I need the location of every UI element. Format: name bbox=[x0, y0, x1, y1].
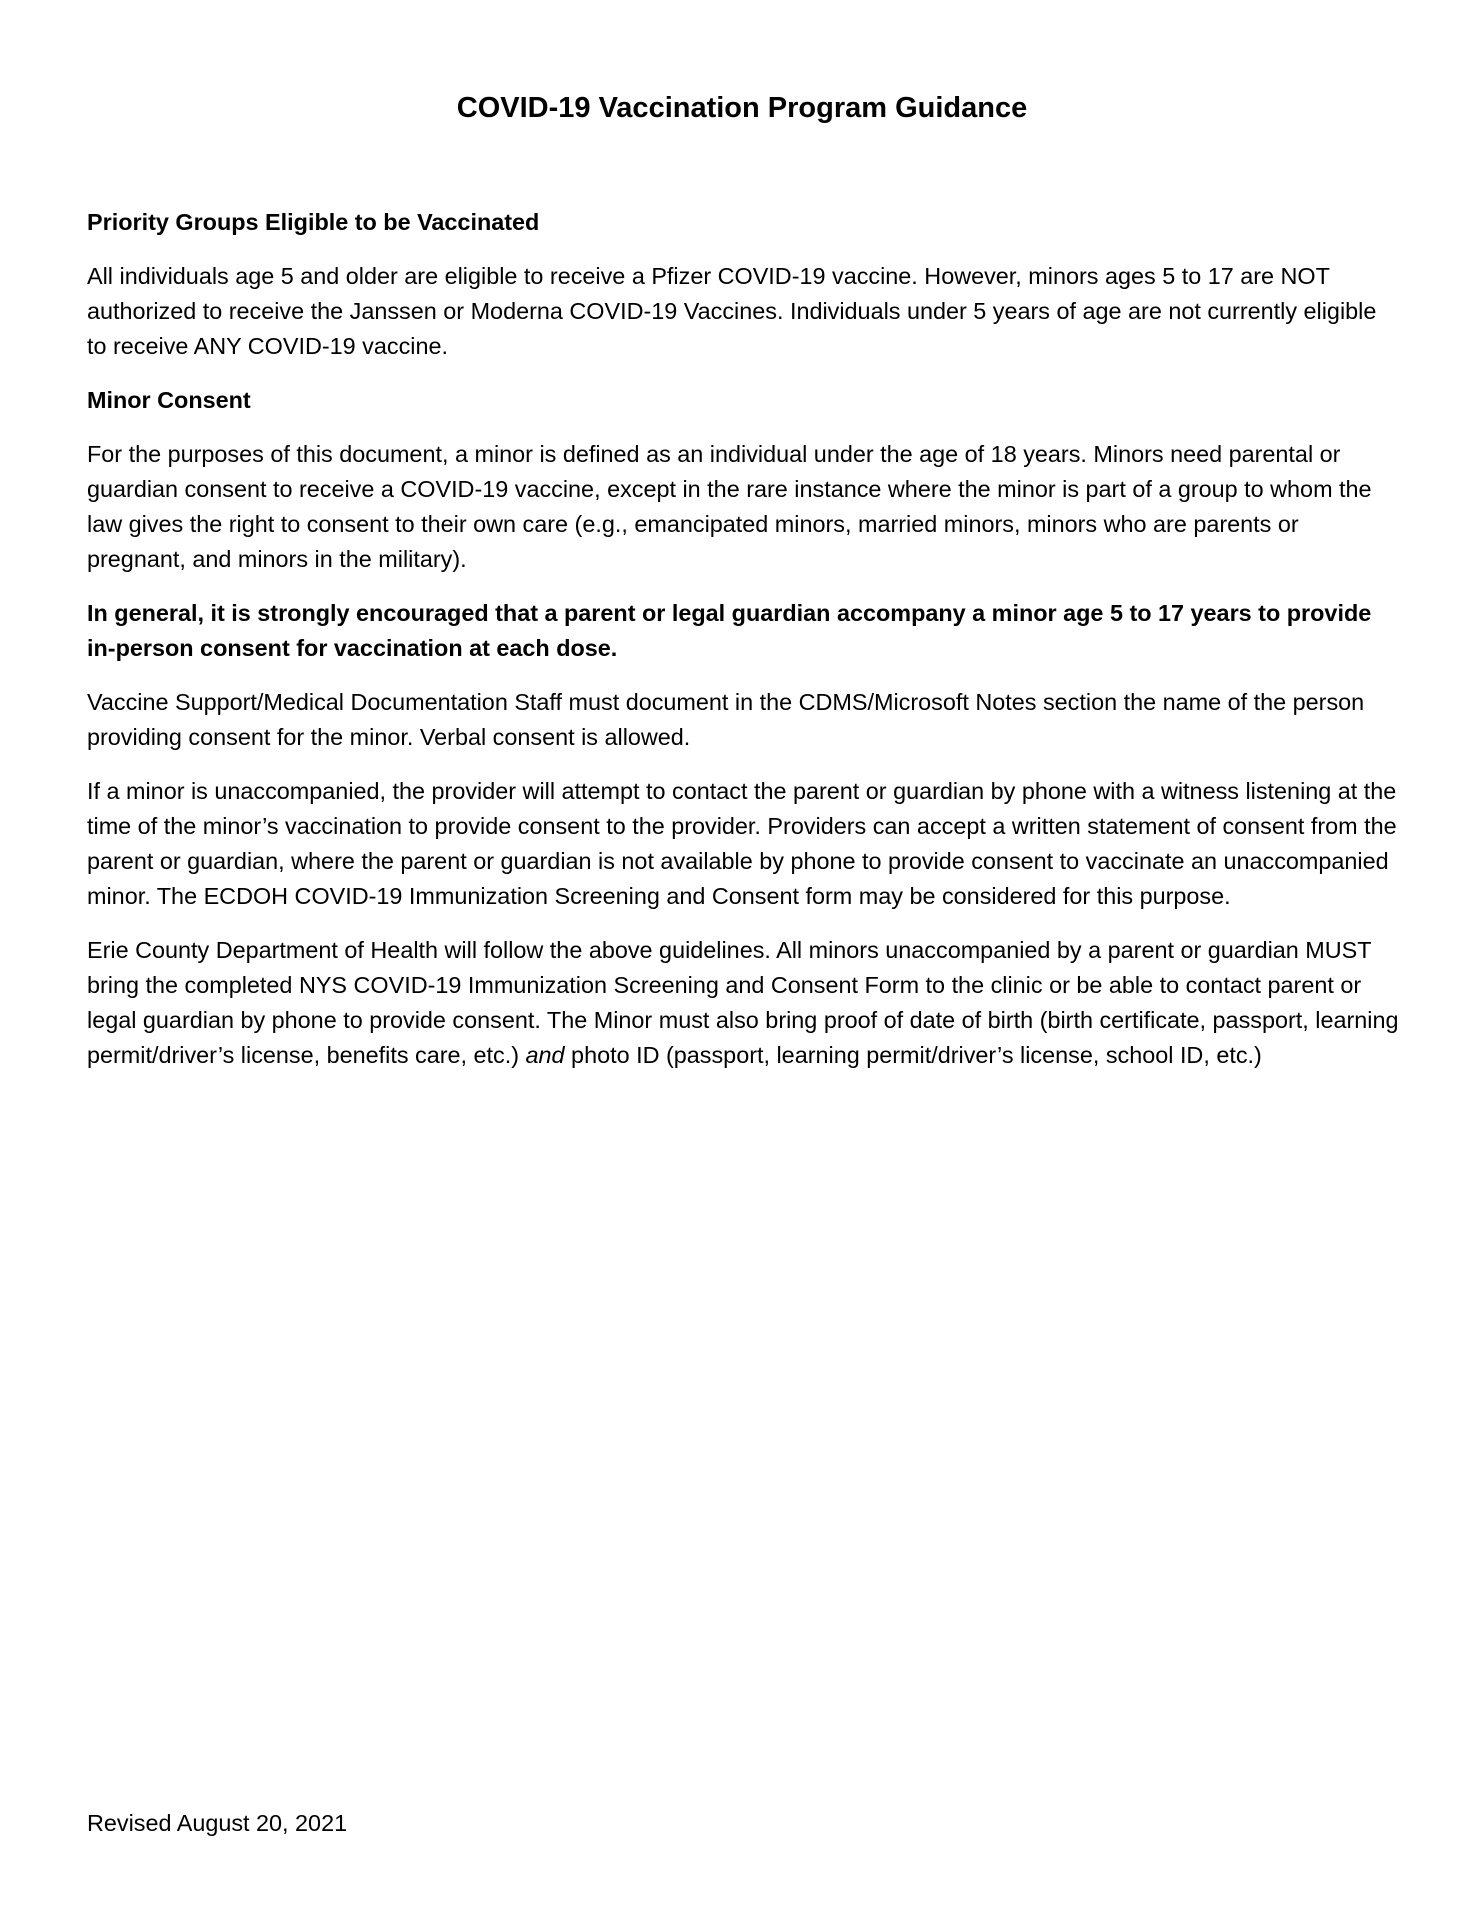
priority-groups-heading: Priority Groups Eligible to be Vaccinated bbox=[87, 209, 540, 235]
document-title: COVID-19 Vaccination Program Guidance bbox=[456, 92, 1028, 124]
revision-date: Revised August 20, 2021 bbox=[87, 1810, 348, 1836]
erie-county-text-part1: Erie County Department of Health will follow the above guidelines. All minors unaccompanied by a parent or guardian MUST bring the completed NYS COVID-19 Immunization Screening and Consent Form to the clinic or be able to contact parent or legal guardian by phone to provide consent. The Minor must also bring proof of date of birth (birth certificate, passport, learning permit/driver’s license, benefits care, etc.) bbox=[87, 937, 1399, 1068]
document-body bbox=[87, 205, 1402, 1092]
priority-groups-paragraph: All individuals age 5 and older are eligible to receive a Pfizer COVID-19 vaccine. However, minors ages 5 to 17 are NOT authorized to receive the Janssen or Moderna COVID-19 Vaccines. Individuals under 5 years of age are not currently eligible to receive ANY COVID-19 vaccine. bbox=[87, 263, 1377, 359]
erie-county-paragraph bbox=[87, 933, 1402, 1073]
erie-county-text-part2: photo ID (passport, learning permit/driver’s license, school ID, etc.) bbox=[564, 1042, 1262, 1068]
encouraged-consent-paragraph: In general, it is strongly encouraged that a parent or legal guardian accompany a minor age 5 to 17 years to provide in-person consent for vaccination at each dose. bbox=[87, 600, 1372, 661]
erie-county-text-italic: and bbox=[525, 1042, 565, 1068]
minor-consent-paragraph: For the purposes of this document, a minor is defined as an individual under the age of 18 years. Minors need parental or guardian consent to receive a COVID-19 vaccine, except in the rare instance where the minor is part of a group to whom the law gives the right to consent to their own care (e.g., emancipated minors, married minors, minors who are parents or pregnant, and minors in the military). bbox=[87, 441, 1372, 572]
minor-consent-heading: Minor Consent bbox=[87, 387, 251, 413]
unaccompanied-minor-paragraph: If a minor is unaccompanied, the provider will attempt to contact the parent or guardian by phone with a witness listening at the time of the minor’s vaccination to provide consent to the provider. Providers can accept a written statement of consent from the parent or guardian, where the parent or guardian is not available by phone to provide consent to vaccinate an unaccompanied minor. The ECDOH COVID-19 Immunization Screening and Consent form may be considered for this purpose. bbox=[87, 778, 1397, 909]
documentation-paragraph: Vaccine Support/Medical Documentation Staff must document in the CDMS/Microsoft Notes section the name of the person providing consent for the minor. Verbal consent is allowed. bbox=[87, 689, 1365, 750]
